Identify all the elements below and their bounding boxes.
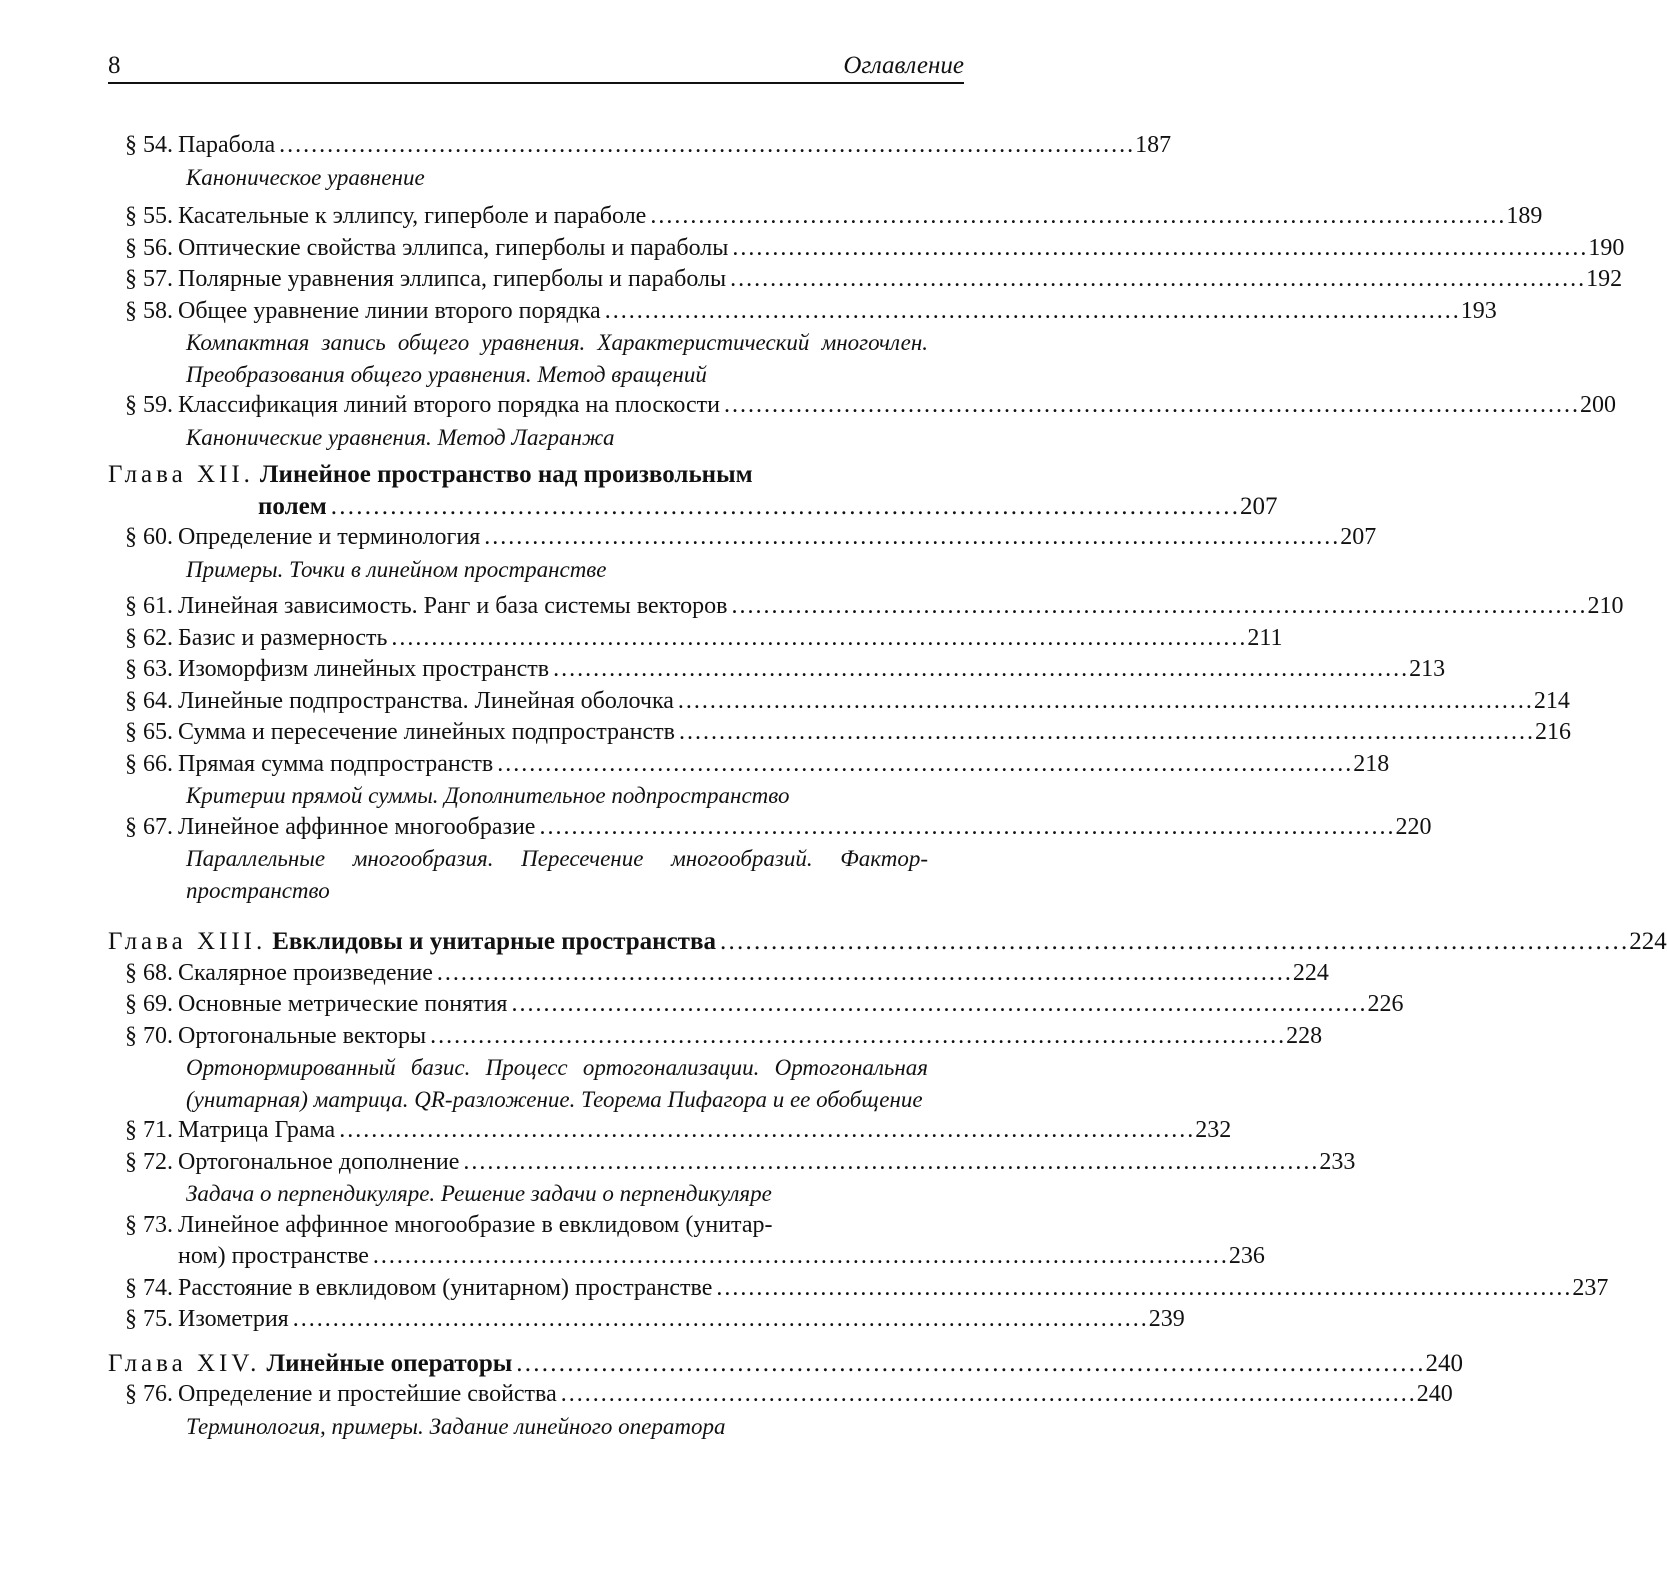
page-header	[108, 48, 964, 84]
toc-entry[interactable]	[108, 591, 1624, 623]
section-number: § 61.	[125, 593, 173, 619]
spacer	[108, 1336, 964, 1348]
table-of-contents	[108, 130, 1667, 1442]
section-title: Ортогональное дополнение	[178, 1148, 460, 1175]
section-number: § 68.	[125, 959, 173, 986]
page-ref: 239	[1148, 1306, 1185, 1332]
section-number: § 64.	[125, 687, 173, 714]
chapter-title: Линейные операторы	[266, 1349, 513, 1377]
page-ref: 213	[1409, 656, 1446, 682]
section-title: Парабола	[178, 132, 276, 158]
toc-entry[interactable]	[108, 1210, 964, 1242]
section-title: Линейные подпространства. Линейная оболочка	[178, 687, 674, 714]
section-title: Классификация линий второго порядка на плоскости	[178, 392, 720, 418]
page-ref: 192	[1586, 266, 1623, 292]
section-number: § 69.	[125, 991, 173, 1017]
section-subtopics: Ортонормированный базис. Процесс ортогонализации. Ортогональная (унитарная) матрица. QR-разложение. Теорема Пифагора и ее обобщение	[186, 1055, 928, 1112]
section-title: Полярные уравнения эллипса, гиперболы и параболы	[178, 266, 727, 292]
dot-leader	[507, 989, 1367, 1021]
dot-leader	[728, 591, 1588, 623]
section-title: Ортогональные векторы	[178, 1022, 427, 1049]
toc-entry[interactable]	[108, 1147, 1356, 1179]
page-ref: 236	[1228, 1243, 1265, 1269]
section-subtopics: Задача о перпендикуляре. Решение задачи о перпендикуляре	[186, 1181, 772, 1206]
page-ref: 193	[1460, 297, 1497, 324]
page-number: 8	[108, 52, 121, 79]
section-subtopics: Терминология, примеры. Задание линейного оператора	[186, 1413, 726, 1439]
dot-leader	[327, 491, 1240, 523]
page-ref: 220	[1395, 813, 1432, 840]
chapter-title-continued: полем	[258, 492, 327, 520]
toc-entry[interactable]	[108, 623, 1283, 655]
page-ref: 218	[1353, 750, 1390, 777]
dot-leader	[387, 623, 1247, 655]
section-number: § 60.	[125, 524, 173, 550]
section-subtopics: Примеры. Точки в линейном пространстве	[186, 556, 607, 582]
page-ref: 228	[1286, 1022, 1323, 1049]
page-ref: 224	[1292, 959, 1329, 986]
dot-leader	[646, 201, 1506, 233]
section-title: Линейное аффинное многообразие	[178, 813, 536, 840]
dot-leader	[335, 1115, 1195, 1147]
section-number: § 67.	[125, 813, 173, 840]
section-number: § 71.	[125, 1117, 173, 1143]
section-number: § 74.	[125, 1274, 173, 1301]
section-number: § 66.	[125, 750, 173, 777]
toc-entry[interactable]	[108, 654, 1446, 686]
section-subtopics: Канонические уравнения. Метод Лагранжа	[186, 424, 615, 450]
dot-leader	[674, 686, 1534, 718]
toc-entry[interactable]	[108, 264, 1623, 296]
dot-leader	[493, 749, 1353, 781]
page-ref: 232	[1195, 1117, 1232, 1143]
toc-entry[interactable]	[108, 1115, 1232, 1147]
toc-entry[interactable]	[108, 522, 1377, 554]
spacer	[108, 906, 964, 926]
dot-leader	[459, 1147, 1319, 1179]
section-subtopics: Параллельные многообразия. Пересечение многообразий. Фактор-пространство	[186, 846, 928, 903]
page-ref: 207	[1340, 524, 1377, 550]
section-title: Прямая сумма подпространств	[178, 750, 494, 777]
toc-entry[interactable]	[108, 749, 1390, 781]
section-title: Определение и простейшие свойства	[178, 1381, 557, 1407]
section-subtopics: Компактная запись общего уравнения. Характеристический многочлен. Преобразования общего уравнения. Метод вращений	[186, 330, 928, 387]
chapter-heading-continuation[interactable]	[108, 491, 1278, 523]
section-title: Определение и терминология	[178, 524, 481, 550]
toc-entry[interactable]	[108, 958, 1329, 990]
dot-leader	[675, 717, 1535, 749]
dot-leader	[728, 233, 1588, 265]
section-number: § 54.	[125, 132, 173, 158]
dot-leader	[480, 522, 1340, 554]
toc-entry[interactable]	[108, 1273, 1609, 1305]
spacer	[108, 193, 964, 201]
page-ref: 214	[1533, 687, 1570, 714]
page-ref: 189	[1506, 203, 1543, 229]
chapter-label: Глава XIII.	[108, 928, 267, 955]
page-ref: 240	[1416, 1381, 1453, 1407]
chapter-label: Глава XII.	[108, 461, 254, 488]
page-ref: 210	[1587, 593, 1624, 619]
section-title: Касательные к эллипсу, гиперболе и параболе	[178, 203, 647, 229]
dot-leader	[601, 296, 1461, 328]
dot-leader	[289, 1304, 1149, 1336]
section-title: Скалярное произведение	[178, 959, 433, 986]
dot-leader	[512, 1348, 1425, 1380]
toc-entry[interactable]	[108, 812, 1432, 844]
toc-entry[interactable]	[108, 1021, 1323, 1053]
toc-entry[interactable]	[108, 201, 1543, 233]
section-title: Оптические свойства эллипса, гиперболы и параболы	[178, 234, 729, 261]
page-ref: 187	[1135, 132, 1172, 158]
section-number: § 58.	[125, 297, 173, 324]
section-title: Общее уравнение линии второго порядка	[178, 297, 601, 324]
dot-leader	[275, 130, 1135, 162]
page-ref: 226	[1367, 991, 1404, 1017]
toc-entry[interactable]	[108, 296, 1497, 328]
section-number: § 59.	[125, 392, 173, 418]
section-number: § 70.	[125, 1022, 173, 1049]
page-ref: 211	[1247, 624, 1283, 651]
section-subtopics: Критерии прямой суммы. Дополнительное подпространство	[186, 783, 790, 808]
section-number: § 75.	[125, 1306, 173, 1332]
toc-entry[interactable]	[108, 1304, 1185, 1336]
toc-entry[interactable]	[108, 1379, 1453, 1411]
page-ref: 216	[1534, 719, 1571, 745]
section-number: § 72.	[125, 1148, 173, 1175]
dot-leader	[369, 1241, 1229, 1273]
dot-leader	[720, 390, 1580, 422]
chapter-heading[interactable]	[108, 1348, 1464, 1380]
chapter-title: Линейное пространство над произвольным	[259, 461, 753, 488]
page-ref: 240	[1425, 1349, 1464, 1377]
section-title: Линейное аффинное многообразие в евклидовом (унитар-	[178, 1211, 773, 1238]
dot-leader	[549, 654, 1409, 686]
chapter-heading[interactable]	[108, 459, 964, 491]
section-title: Сумма и пересечение линейных подпространств	[178, 719, 675, 745]
toc-entry[interactable]	[108, 717, 1571, 749]
toc-entry-continuation[interactable]	[108, 1241, 1265, 1273]
section-number: § 56.	[125, 234, 173, 261]
section-title: Линейная зависимость. Ранг и база системы векторов	[178, 593, 728, 619]
dot-leader	[557, 1379, 1417, 1411]
dot-leader	[426, 1021, 1286, 1053]
page-ref: 200	[1580, 392, 1616, 418]
section-title: Основные метрические понятия	[178, 991, 508, 1017]
section-title: Изометрия	[178, 1306, 289, 1332]
section-title: Изоморфизм линейных пространств	[178, 656, 550, 682]
toc-entry[interactable]	[108, 233, 1625, 265]
dot-leader	[433, 958, 1293, 990]
section-title: Матрица Грама	[178, 1117, 336, 1143]
page-ref: 224	[1629, 928, 1667, 955]
dot-leader	[726, 264, 1586, 296]
toc-entry[interactable]	[108, 989, 1404, 1021]
chapter-title: Евклидовы и унитарные пространства	[272, 928, 716, 955]
section-number: § 55.	[125, 203, 173, 229]
toc-entry[interactable]	[108, 130, 1172, 162]
dot-leader	[716, 926, 1629, 958]
section-title: Расстояние в евклидовом (унитарном) пространстве	[178, 1274, 713, 1301]
page-ref: 233	[1319, 1148, 1356, 1175]
running-title: Оглавление	[843, 52, 964, 79]
section-title-continued: ном) пространстве	[178, 1243, 369, 1269]
toc-entry[interactable]	[108, 686, 1570, 718]
chapter-label: Глава XIV.	[108, 1349, 261, 1377]
section-number: § 57.	[125, 266, 173, 292]
section-subtopics: Каноническое уравнение	[186, 164, 425, 190]
toc-entry[interactable]	[108, 390, 1616, 422]
section-number: § 63.	[125, 656, 173, 682]
chapter-heading[interactable]	[108, 926, 1667, 958]
section-number: § 73.	[125, 1211, 173, 1238]
section-number: § 65.	[125, 719, 173, 745]
section-number: § 76.	[125, 1381, 173, 1407]
section-title: Базис и размерность	[178, 624, 388, 651]
section-number: § 62.	[125, 624, 173, 651]
page-ref: 207	[1239, 492, 1278, 520]
dot-leader	[712, 1273, 1572, 1305]
page-ref: 237	[1572, 1274, 1609, 1301]
page-ref: 190	[1588, 234, 1625, 261]
dot-leader	[535, 812, 1395, 844]
